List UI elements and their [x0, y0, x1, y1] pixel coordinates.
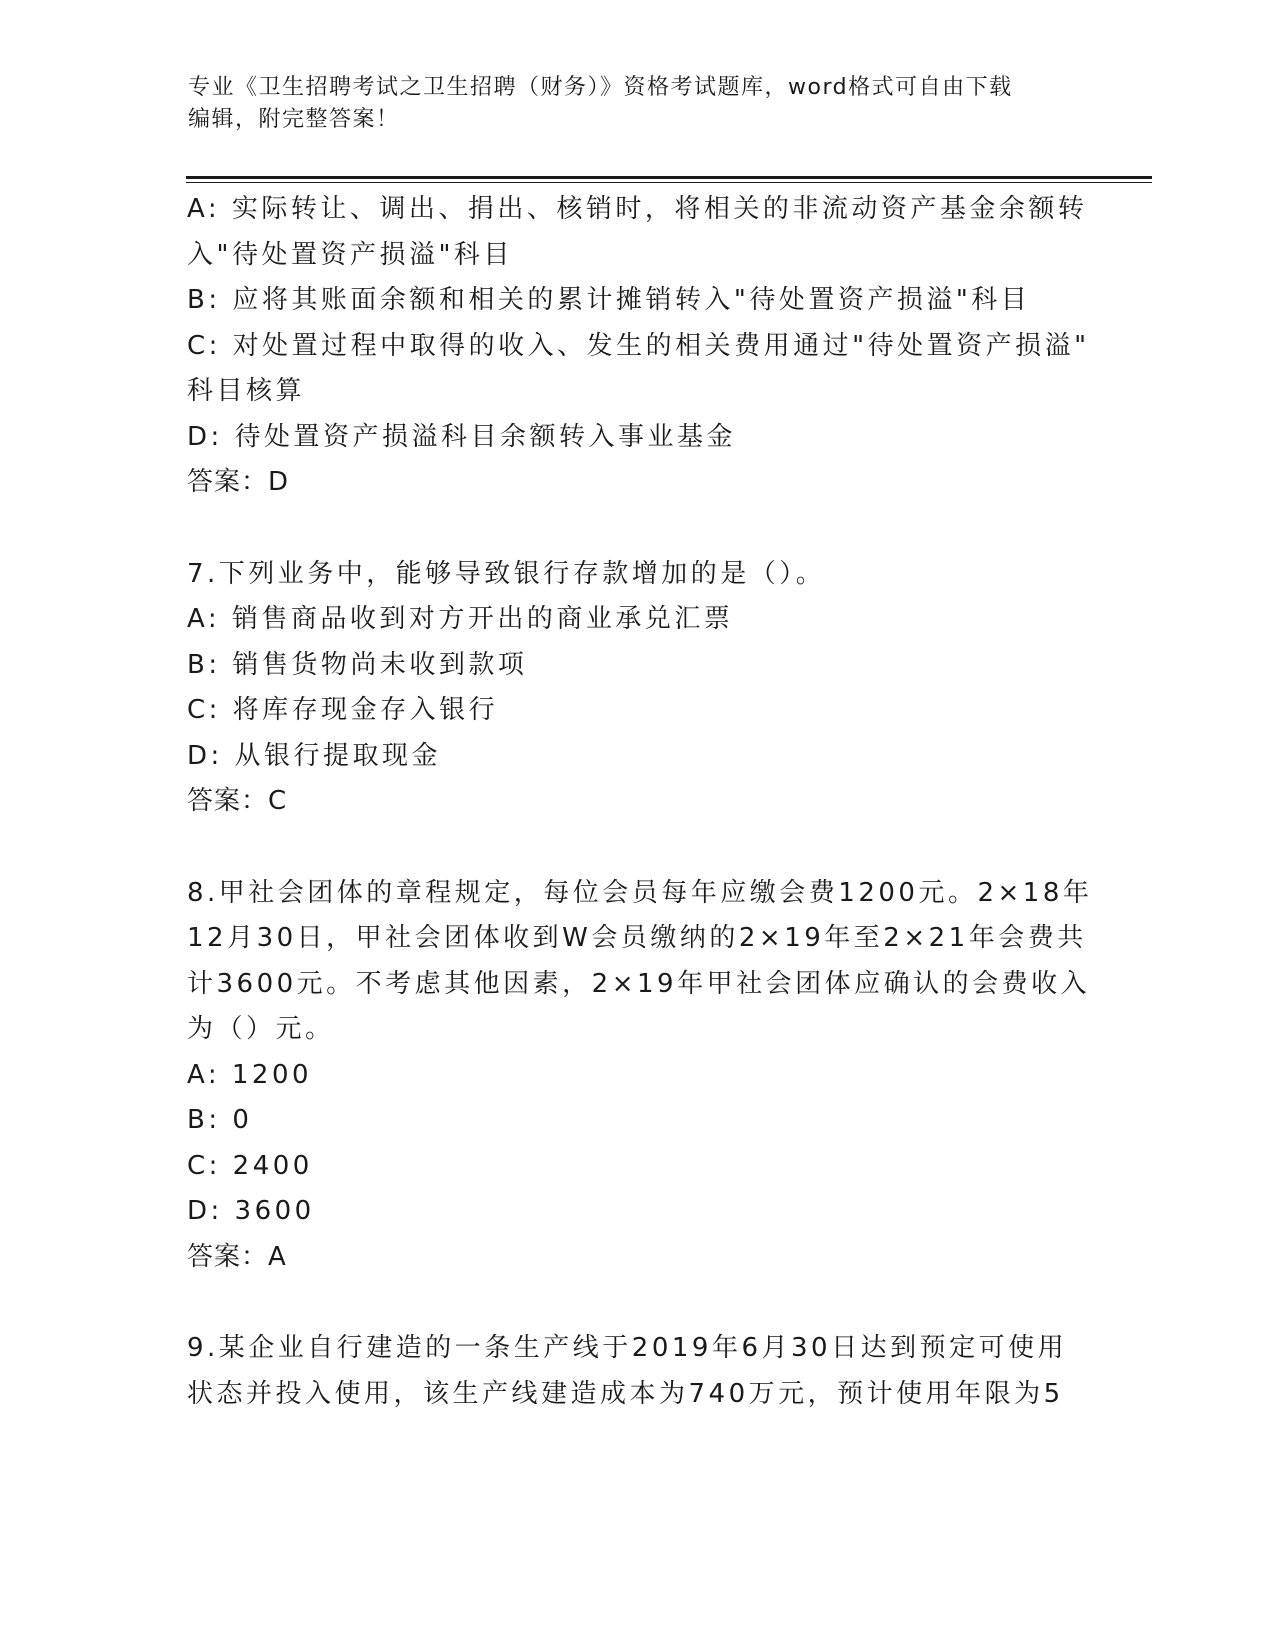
- q8-option-d: D: 3600: [187, 1196, 315, 1226]
- q8-stem-line-2: 12月30日，甲社会团体收到W会员缴纳的2×19年至2×21年会费共: [187, 923, 1087, 953]
- q9-stem-line-2: 状态并投入使用，该生产线建造成本为740万元，预计使用年限为5: [187, 1378, 1064, 1409]
- question-8-block: [187, 871, 1093, 1281]
- q6-option-c-line-1: C: 对处置过程中取得的收入、发生的相关费用通过"待处置资产损溢": [187, 330, 1090, 361]
- q8-stem-line-4: 为（）元。: [187, 1014, 335, 1044]
- q7-stem: 7.下列业务中，能够导致银行存款增加的是（）。: [187, 558, 826, 589]
- header-divider-thin: [186, 182, 1152, 183]
- q8-stem-line-1: 8.甲社会团体的章程规定，每位会员每年应缴会费1200元。2×18年: [187, 877, 1093, 908]
- header-line-2: 编辑，附完整答案！: [188, 107, 400, 132]
- q8-option-b: B: 0: [187, 1105, 253, 1135]
- q6-option-b: B: 应将其账面余额和相关的累计摊销转入"待处置资产损溢"科目: [187, 285, 1031, 315]
- spacer: [187, 506, 1087, 552]
- q7-answer: 答案：C: [187, 786, 288, 816]
- q6-option-d: D: 待处置资产损溢科目余额转入事业基金: [187, 421, 737, 452]
- document-header: [188, 72, 1088, 136]
- spacer: [187, 1280, 1087, 1326]
- question-6-block: [187, 187, 1090, 506]
- header-line-1: 专业《卫生招聘考试之卫生招聘（财务）》资格考试题库，word格式可自由下载: [188, 75, 1013, 100]
- q6-option-a-line-2: 入"待处置资产损溢"科目: [187, 239, 513, 270]
- spacer: [187, 825, 1087, 871]
- q7-option-b: B: 销售货物尚未收到款项: [187, 649, 528, 680]
- q8-option-a: A: 1200: [187, 1059, 313, 1090]
- question-7-block: [187, 552, 1087, 825]
- q7-option-a: A: 销售商品收到对方开出的商业承兑汇票: [187, 604, 734, 634]
- q6-option-c-line-2: 科目核算: [187, 376, 306, 406]
- question-9-block: [187, 1326, 1087, 1417]
- q7-option-c: C: 将库存现金存入银行: [187, 695, 499, 725]
- q8-option-c: C: 2400: [187, 1150, 313, 1181]
- q6-option-a-line-1: A: 实际转让、调出、捐出、核销时，将相关的非流动资产基金余额转: [187, 194, 1088, 224]
- header-divider-thick: [186, 176, 1152, 179]
- q8-stem-line-3: 计3600元。不考虑其他因素，2×19年甲社会团体应确认的会费收入: [187, 968, 1091, 999]
- question-content: [187, 187, 1093, 1417]
- q9-stem-line-1: 9.某企业自行建造的一条生产线于2019年6月30日达到预定可使用: [187, 1333, 1068, 1363]
- q8-answer: 答案：A: [187, 1241, 287, 1272]
- q6-answer: 答案：D: [187, 467, 290, 497]
- q7-option-d: D: 从银行提取现金: [187, 740, 442, 771]
